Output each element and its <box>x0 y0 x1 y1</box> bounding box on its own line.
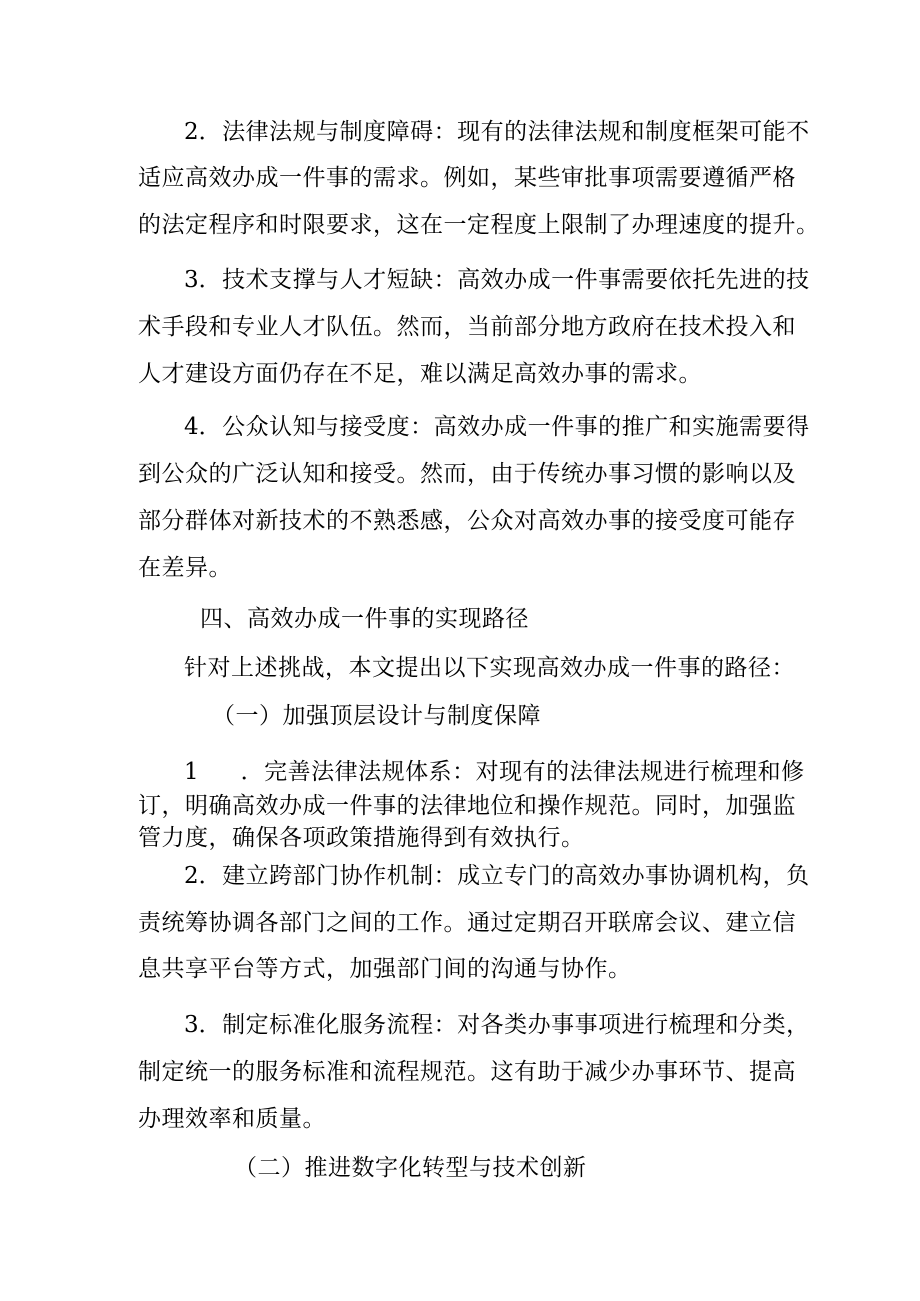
paragraph-3-number: 3 <box>184 267 199 293</box>
paragraph-4-line-4: 在差异。 <box>138 555 232 581</box>
item-2-number: 2 <box>184 863 199 889</box>
item-2-line-3: 息共享平台等方式，加强部门间的沟通与协作。 <box>138 956 632 982</box>
paragraph-3-line-3: 人才建设方面仍存在不足，难以满足高效办事的需求。 <box>138 361 702 387</box>
paragraph-2-line-2: 适应高效办成一件事的需求。例如，某些审批事项需要遵循严格 <box>138 165 796 191</box>
item-2-text: ．建立跨部门协作机制：成立专门的高效办事协调机构，负 <box>198 863 810 889</box>
item-3-text: ．制定标准化服务流程：对各类办事事项进行梳理和分类， <box>198 1012 810 1038</box>
paragraph-4-text: ．公众认知与接受度：高效办成一件事的推广和实施需要得 <box>198 414 810 440</box>
paragraph-4-line-3: 部分群体对新技术的不熟悉感，公众对高效办事的接受度可能存 <box>138 508 796 534</box>
paragraph-2-line-1 <box>184 117 810 147</box>
item-1-line-1 <box>184 757 805 787</box>
paragraph-3-line-1 <box>184 265 810 295</box>
item-1-line-3: 管力度，确保各项政策措施得到有效执行。 <box>138 825 585 851</box>
paragraph-2-text: ．法律法规与制度障碍：现有的法律法规和制度框架可能不 <box>198 119 810 145</box>
subsection-2-heading: （二）推进数字化转型与技术创新 <box>234 1155 587 1181</box>
paragraph-4-line-1 <box>184 412 810 442</box>
item-1-text: ．完善法律法规体系：对现有的法律法规进行梳理和修 <box>240 759 805 785</box>
paragraph-3-text: ．技术支撑与人才短缺：高效办成一件事需要依托先进的技 <box>198 267 810 293</box>
paragraph-3-line-2: 术手段和专业人才队伍。然而，当前部分地方政府在技术投入和 <box>138 314 796 340</box>
item-3-line-3: 办理效率和质量。 <box>138 1106 326 1132</box>
item-2-line-2: 责统筹协调各部门之间的工作。通过定期召开联席会议、建立信 <box>138 910 796 936</box>
paragraph-4-line-2: 到公众的广泛认知和接受。然而，由于传统办事习惯的影响以及 <box>138 461 796 487</box>
intro-sentence: 针对上述挑战，本文提出以下实现高效办成一件事的路径： <box>184 655 795 681</box>
item-1-number: 1 <box>184 759 199 785</box>
section-heading: 四、高效办成一件事的实现路径 <box>200 606 529 632</box>
paragraph-2-line-3: 的法定程序和时限要求，这在一定程度上限制了办理速度的提升。 <box>138 212 820 238</box>
paragraph-4-number: 4 <box>184 414 199 440</box>
item-3-line-1 <box>184 1010 810 1040</box>
item-3-line-2: 制定统一的服务标准和流程规范。这有助于减少办事环节、提高 <box>138 1059 796 1085</box>
subsection-1-heading: （一）加强顶层设计与制度保障 <box>212 703 541 729</box>
item-3-number: 3 <box>184 1012 199 1038</box>
item-2-line-1 <box>184 861 810 891</box>
paragraph-2-number: 2 <box>184 119 199 145</box>
item-1-line-2: 订，明确高效办成一件事的法律地位和操作规范。同时，加强监 <box>138 793 796 819</box>
